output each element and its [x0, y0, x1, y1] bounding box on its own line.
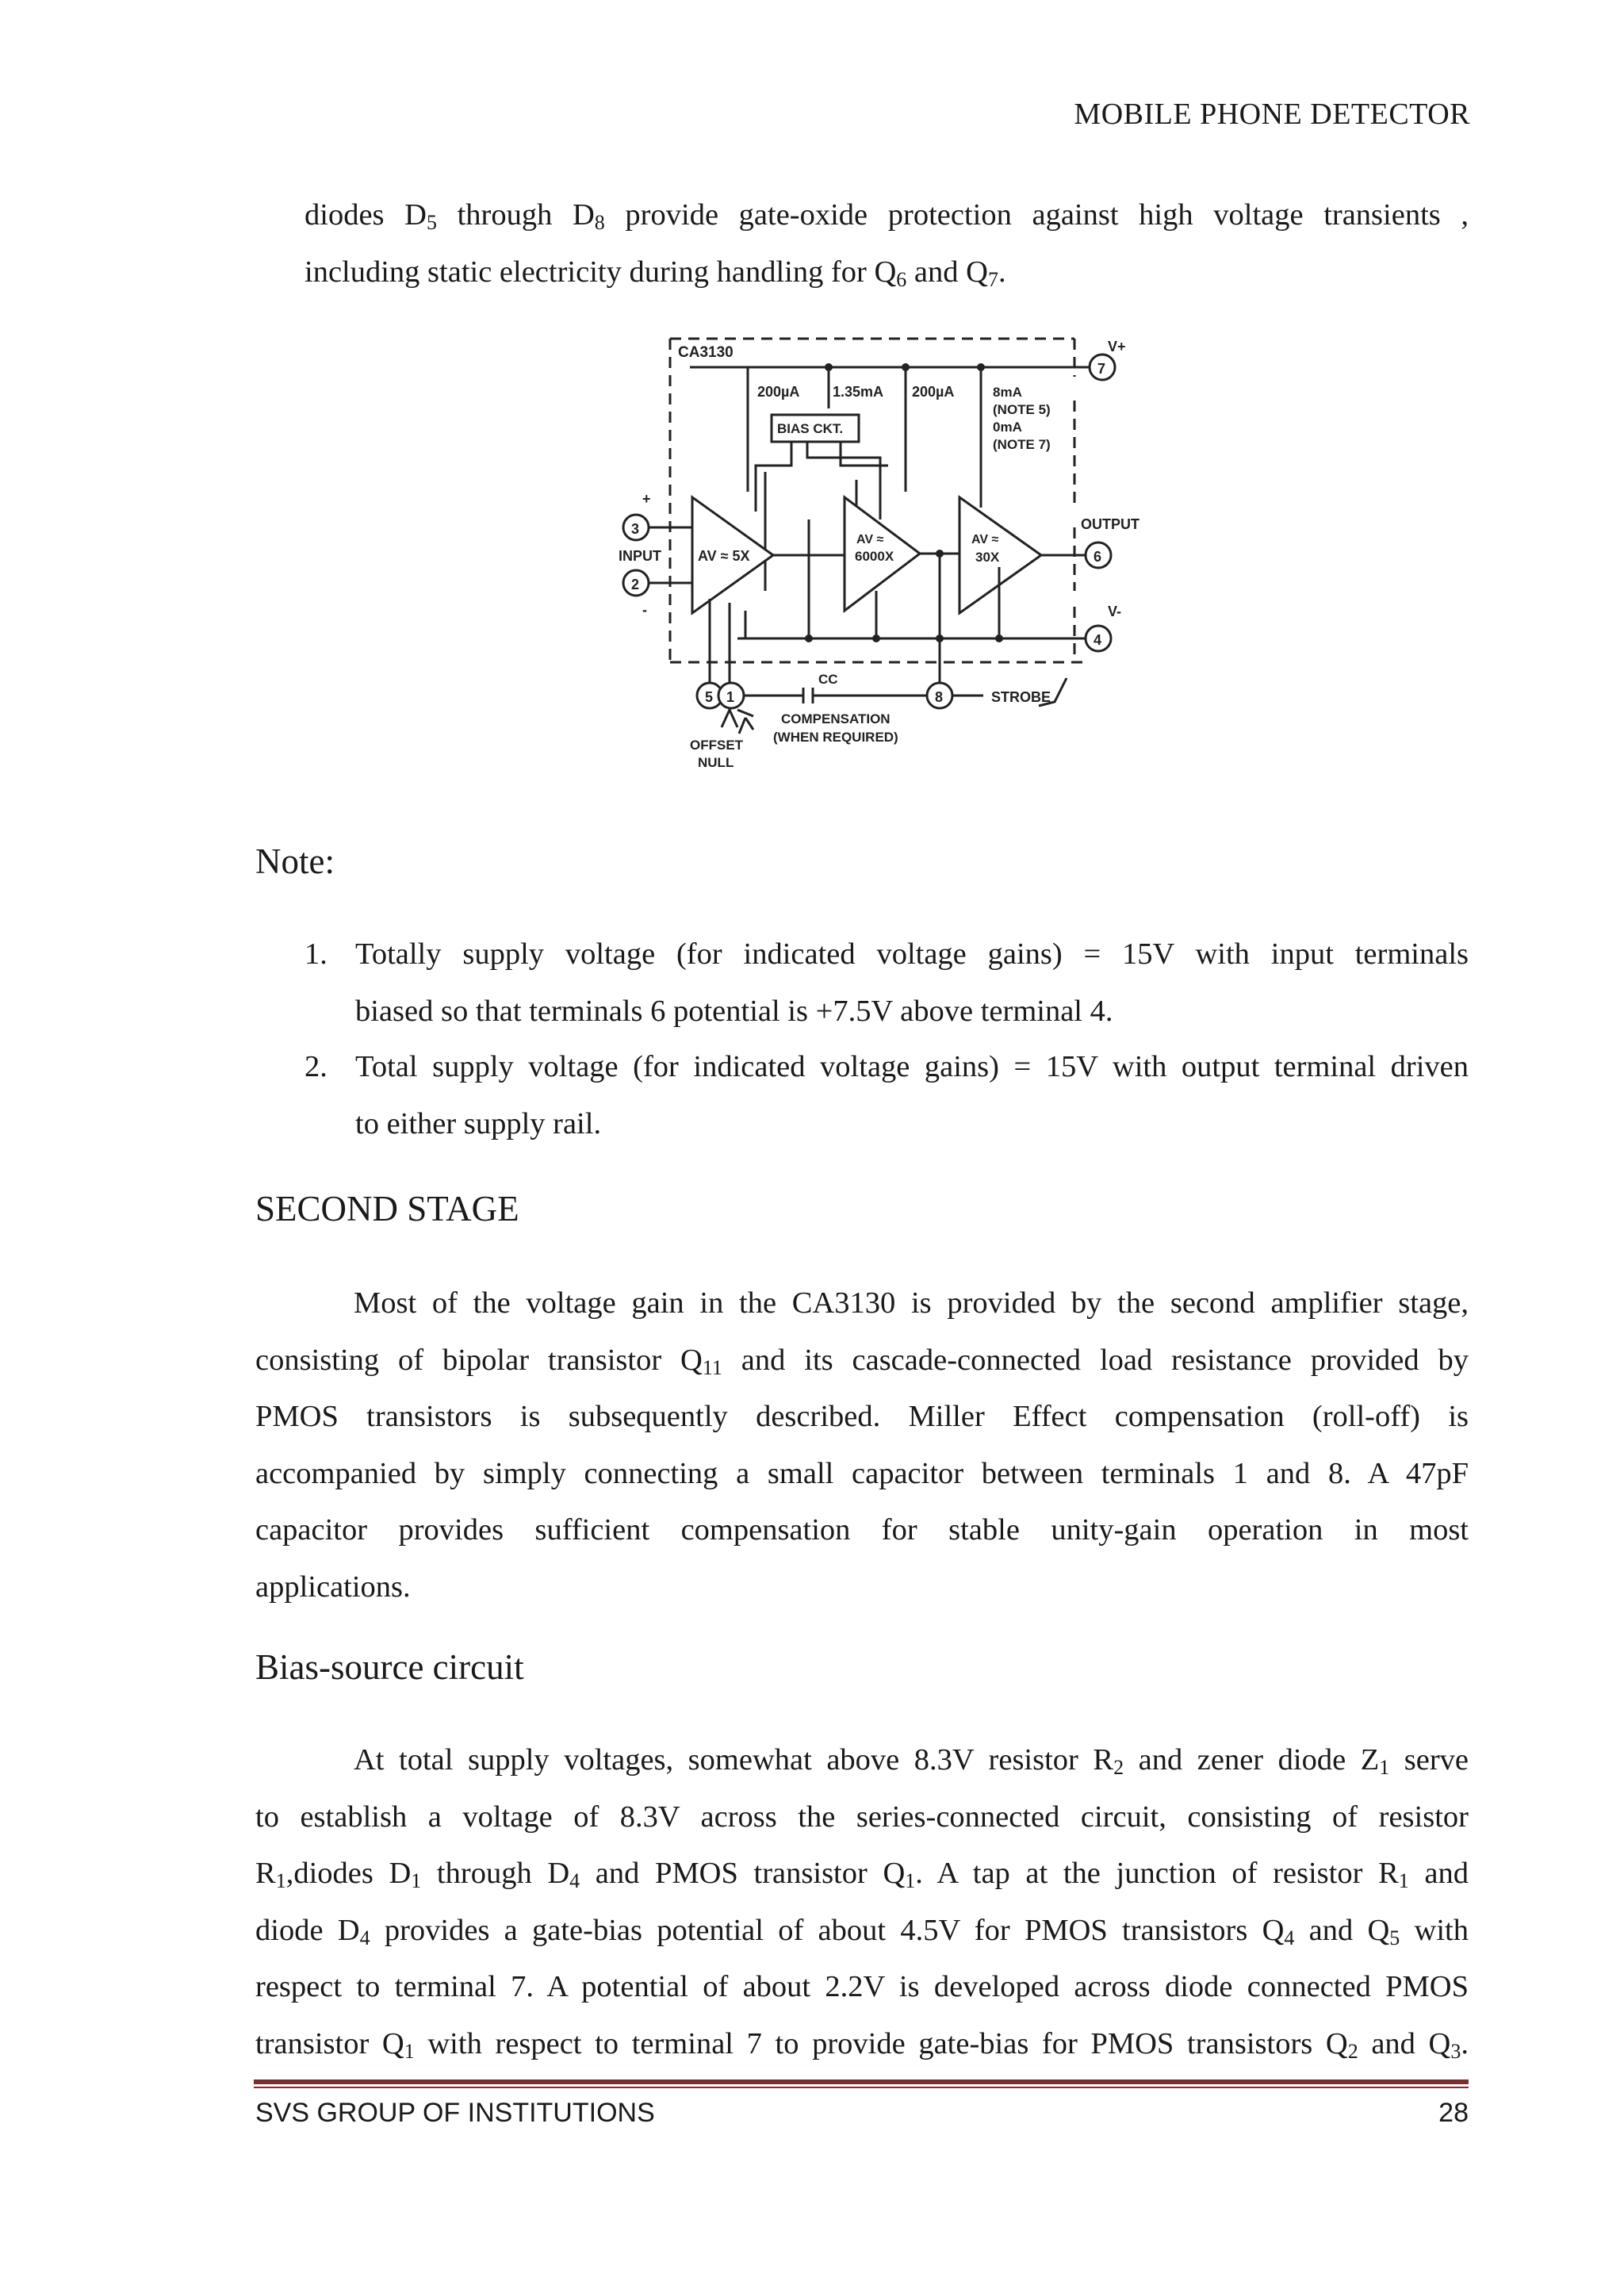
- subscript: 1: [404, 2039, 415, 2063]
- subscript: 1: [905, 1869, 916, 1892]
- bias-ckt-label: BIAS CKT.: [777, 421, 844, 436]
- svg-text:7: 7: [1097, 361, 1106, 377]
- chip-label: CA3130: [678, 344, 733, 361]
- subscript: 1: [1379, 1756, 1390, 1779]
- svg-text:INPUT: INPUT: [619, 548, 661, 564]
- note-item-2: 2. Total supply voltage (for indicated voltage gains) = 15V with output terminal driven to either supply rail.: [304, 1050, 1469, 1140]
- running-header: MOBILE PHONE DETECTOR: [1074, 98, 1470, 131]
- svg-text:4: 4: [1094, 632, 1102, 648]
- note-item-1: 1. Totally supply voltage (for indicated voltage gains) = 15V with input terminals biased so that terminals 6 potential is +7.5V above terminal 4.: [304, 937, 1469, 1028]
- amp1-label: AV ≈ 5X: [698, 548, 750, 564]
- subscript: 8: [594, 211, 605, 234]
- intro-line-1: diodes $D_5$ through $D_8$ provide gate-oxide protection against high voltage transients ,: [304, 198, 1469, 234]
- svg-text:200µA: 200µA: [757, 384, 800, 400]
- second-stage-heading: SECOND STAGE: [255, 1189, 519, 1228]
- subscript: 5: [1389, 1926, 1400, 1949]
- svg-text:V-: V-: [1108, 604, 1122, 619]
- svg-text:6: 6: [1094, 549, 1102, 565]
- page-number: 28: [1438, 2098, 1469, 2128]
- subscript: 1: [411, 1869, 422, 1892]
- subscript: 11: [702, 1355, 722, 1379]
- subscript: 6: [896, 267, 907, 291]
- svg-text:5: 5: [705, 689, 714, 705]
- intro-line-2: including static electricity during handling for $Q_6$ and $Q_7$.: [304, 255, 1006, 291]
- bias-source-heading: Bias-source circuit: [255, 1647, 524, 1687]
- footer-rule-thin: [254, 2087, 1469, 2088]
- svg-text:8: 8: [935, 689, 944, 705]
- svg-text:2: 2: [631, 577, 640, 592]
- svg-text:3: 3: [631, 521, 640, 537]
- svg-text:-: -: [642, 602, 647, 618]
- svg-text:+: +: [642, 491, 651, 507]
- subscript: 4: [359, 1926, 370, 1949]
- svg-text:OUTPUT: OUTPUT: [1081, 516, 1139, 532]
- subscript: 1: [1398, 1869, 1409, 1892]
- subscript: 2: [1347, 2039, 1358, 2063]
- svg-text:1: 1: [726, 689, 735, 705]
- svg-text:V+: V+: [1108, 339, 1126, 355]
- subscript: 4: [1284, 1926, 1295, 1949]
- svg-text:8mA: 8mA: [993, 385, 1022, 400]
- note-heading: Note:: [255, 841, 335, 881]
- subscript: 1: [275, 1869, 286, 1892]
- svg-text:OFFSET: OFFSET: [690, 738, 744, 753]
- subscript: 7: [987, 267, 998, 291]
- svg-text:NULL: NULL: [698, 755, 734, 770]
- footer-rule: [254, 2079, 1469, 2084]
- svg-text:(WHEN REQUIRED): (WHEN REQUIRED): [773, 730, 898, 745]
- subscript: 2: [1113, 1756, 1124, 1779]
- bias-source-paragraph: At total supply voltages, somewhat above 8.3V resistor $R_2$ and zener diode $Z_1$ serve to establish a voltage of 8.3V across the series-connected circuit, consisting of resistor $R_1,diodes$ $D_1$ through $D_4$ and PMOS transistor $Q_1$. A tap at the junction of resistor $R_1$ and diode $D_4$ provides a gate-bias potential of about 4.5V for PMOS transistors $Q_4$ and $Q_5$ with respect to terminal 7. A potential of about 2.2V is developed across diode connected PMOS transistor $Q_1$ with respect to terminal 7 to provide gate-bias for PMOS transistors $Q_2$ and $Q_3$.: [255, 1743, 1469, 2063]
- intro-paragraph: [304, 187, 1469, 301]
- svg-text:AV ≈: AV ≈: [856, 533, 884, 546]
- ca3130-block-diagram: [619, 329, 1166, 789]
- svg-text:1.35mA: 1.35mA: [833, 384, 884, 400]
- svg-text:200µA: 200µA: [912, 384, 955, 400]
- strobe-label: STROBE: [991, 689, 1051, 705]
- svg-text:6000X: 6000X: [855, 549, 894, 564]
- svg-text:AV ≈: AV ≈: [971, 533, 999, 546]
- subscript: 4: [569, 1869, 580, 1892]
- footer-institution: SVS GROUP OF INSTITUTIONS: [255, 2098, 655, 2128]
- svg-text:(NOTE 7): (NOTE 7): [993, 437, 1051, 452]
- svg-text:0mA: 0mA: [993, 420, 1022, 435]
- svg-text:30X: 30X: [975, 550, 1000, 565]
- subscript: 3: [1450, 2039, 1461, 2063]
- second-stage-paragraph: Most of the voltage gain in the CA3130 is provided by the second amplifier stage, consisting of bipolar transistor $Q_{11}$ and its cascade-connected load resistance provided by PMOS transistors is subsequently described. Miller Effect compensation (roll-off) is accompanied by simply connecting a small capacitor between terminals 1 and 8. A 47pF capacitor provides sufficient compensation for stable unity-gain operation in most applications.: [255, 1286, 1469, 1604]
- svg-text:(NOTE 5): (NOTE 5): [993, 402, 1051, 417]
- svg-text:CC: CC: [818, 672, 838, 687]
- subscript: 5: [426, 211, 437, 234]
- svg-text:COMPENSATION: COMPENSATION: [781, 711, 891, 726]
